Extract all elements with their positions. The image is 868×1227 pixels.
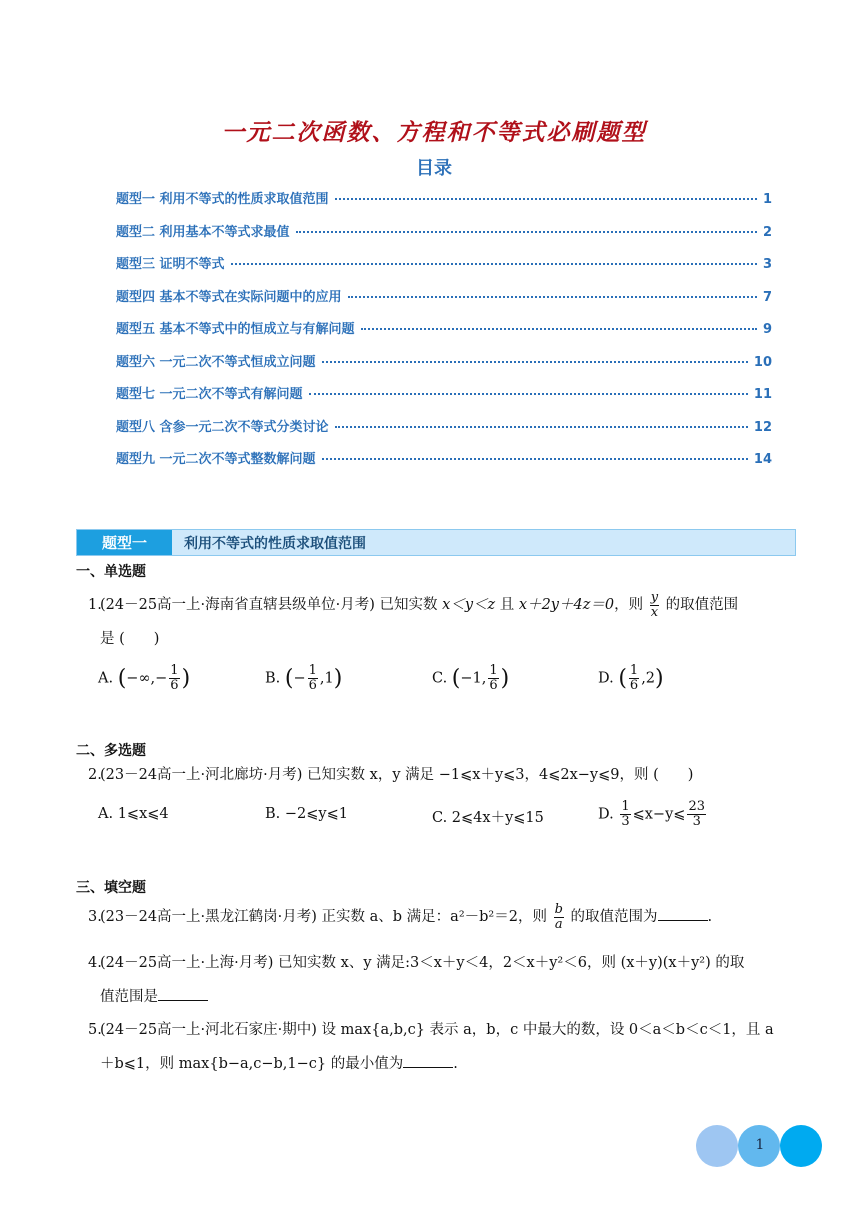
toc-entry-page: 12 [753, 419, 772, 435]
toc-entry-page: 1 [762, 192, 772, 207]
toc-leader-dots [335, 425, 748, 428]
question-2-options [98, 800, 798, 834]
category-fill-in: 三、填空题 [76, 880, 146, 896]
toc-entry-page: 7 [762, 289, 772, 305]
question-2: 2.(23－24高一上·河北廊坊·月考) 已知实数 x，y 满足 −1⩽x＋y⩽3，4⩽2x−y⩽9，则 ( ) [88, 767, 694, 783]
toc-entry-label: 题型九 一元二次不等式整数解问题 [116, 452, 316, 467]
toc-entry-page: 3 [762, 257, 772, 272]
decor-circle-right [780, 1125, 822, 1167]
fraction-b-over-a: $\frac{b}{a}$ [554, 901, 563, 932]
question-3: 3.(23－24高一上·黑龙江鹤岗·月考) 正实数 a、b 满足：a²－b²＝2，则 $\frac{b}{a}$ 的取值范围为 . [88, 901, 713, 932]
toc-entry-page: 14 [753, 452, 772, 467]
category-single-choice: 一、单选题 [76, 564, 146, 580]
toc-title: 目录 [416, 158, 452, 179]
question-1: 1.(24－25高一上·海南省直辖县级单位·月考) 已知实数 x＜y＜z 且 x＋2y＋4z＝0，则 $\frac{y}{x}$ 的取值范围 是 ( ) [88, 589, 739, 647]
question-4: 4.(24－25高一上·上海·月考) 已知实数 x、y 满足:3＜x＋y＜4，2＜x＋y²＜6，则 (x＋y)(x＋y²) 的取 值范围是 [88, 955, 745, 1005]
option-c[interactable]: C. (−1, $\frac{1}{6}$ ) [432, 663, 510, 693]
toc-leader-dots [322, 457, 748, 460]
toc-entry[interactable] [116, 318, 772, 351]
toc-entry[interactable] [116, 416, 772, 449]
toc-leader-dots [296, 230, 757, 233]
option-a[interactable]: A. 1⩽x⩽4 [98, 806, 169, 822]
toc-entry-label: 题型七 一元二次不等式有解问题 [116, 387, 303, 402]
table-of-contents [116, 188, 772, 481]
section-name: 利用不等式的性质求取值范围 [184, 535, 366, 552]
section-header [76, 529, 796, 556]
toc-entry[interactable] [116, 221, 772, 254]
toc-entry[interactable] [116, 448, 772, 481]
toc-entry-label: 题型五 基本不等式中的恒成立与有解问题 [116, 322, 355, 337]
toc-leader-dots [231, 262, 757, 265]
option-b[interactable]: B. (− $\frac{1}{6}$ ,1) [265, 663, 343, 693]
toc-leader-dots [361, 327, 757, 330]
option-c[interactable]: C. 2⩽4x＋y⩽15 [432, 810, 544, 826]
toc-entry[interactable] [116, 286, 772, 319]
answer-blank[interactable] [403, 1053, 453, 1068]
fraction-y-over-x: $\frac{y}{x}$ [650, 589, 659, 620]
option-d[interactable]: D. $\frac{1}{3}$ ⩽x−y⩽ $\frac{23}{3}$ [598, 799, 705, 829]
toc-entry[interactable] [116, 351, 772, 384]
page-title: 一元二次函数、方程和不等式必刷题型 [221, 119, 647, 146]
question-5: 5.(24－25高一上·河北石家庄·期中) 设 max{a,b,c} 表示 a，b，c 中最大的数，设 0＜a＜b＜c＜1，且 a ＋b⩽1，则 max{b−a,c−b,1−c} 的最小值为 . [88, 1022, 774, 1072]
option-a[interactable]: A. (−∞,− $\frac{1}{6}$ ) [98, 663, 191, 693]
toc-entry[interactable] [116, 253, 772, 286]
section-tag: 题型一 [77, 530, 172, 555]
toc-entry[interactable] [116, 383, 772, 416]
toc-leader-dots [309, 392, 748, 395]
toc-entry-label: 题型三 证明不等式 [116, 257, 225, 272]
page-number: 1 [755, 1137, 765, 1153]
toc-entry-label: 题型四 基本不等式在实际问题中的应用 [116, 289, 342, 305]
toc-entry-label: 题型八 含参一元二次不等式分类讨论 [116, 419, 329, 435]
decor-circle-left [696, 1125, 738, 1167]
question-1-options [98, 664, 798, 694]
toc-entry-page: 11 [753, 387, 772, 402]
toc-leader-dots [322, 360, 748, 363]
toc-entry-page: 10 [753, 354, 772, 370]
toc-leader-dots [335, 197, 757, 200]
category-multiple-choice: 二、多选题 [76, 743, 146, 759]
toc-entry-label: 题型二 利用基本不等式求最值 [116, 224, 290, 240]
toc-leader-dots [348, 295, 757, 298]
option-b[interactable]: B. −2⩽y⩽1 [265, 806, 348, 822]
answer-blank[interactable] [658, 906, 708, 921]
answer-blank[interactable] [158, 986, 208, 1001]
option-d[interactable]: D. ( $\frac{1}{6}$ ,2) [598, 663, 664, 693]
toc-entry[interactable] [116, 188, 772, 221]
toc-entry-page: 2 [762, 224, 772, 240]
toc-entry-page: 9 [762, 322, 772, 337]
toc-entry-label: 题型一 利用不等式的性质求取值范围 [116, 192, 329, 207]
toc-entry-label: 题型六 一元二次不等式恒成立问题 [116, 354, 316, 370]
